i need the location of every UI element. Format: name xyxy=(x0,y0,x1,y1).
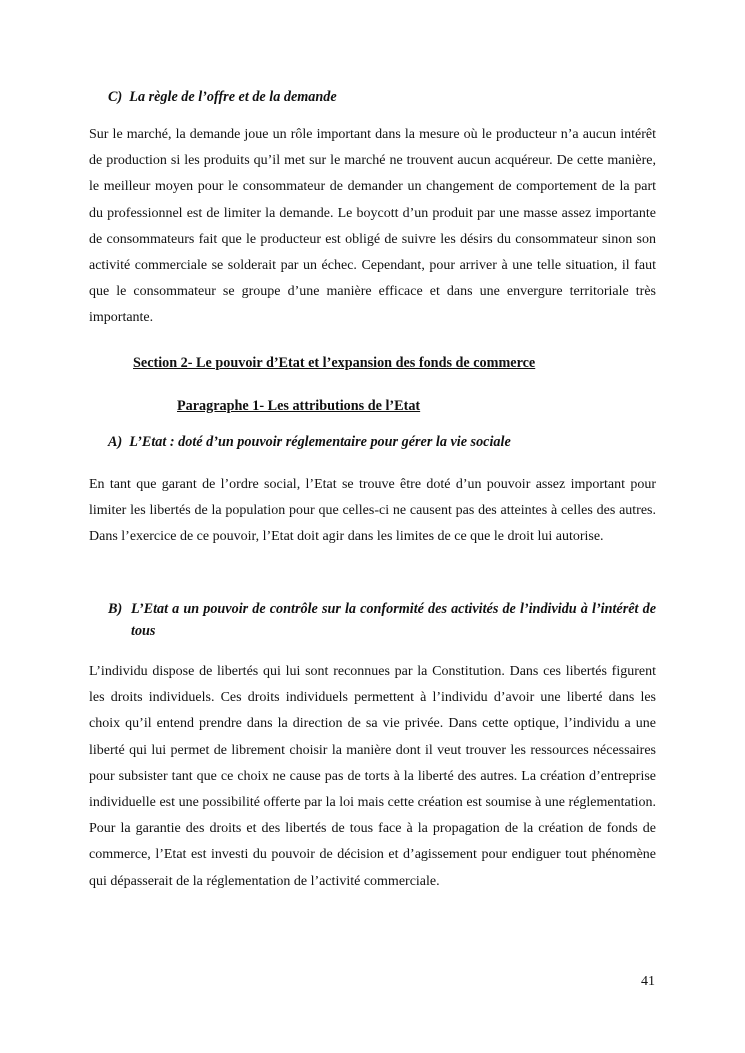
heading-b-label: B) xyxy=(108,601,123,617)
paragraphe-1-heading: Paragraphe 1- Les attributions de l’Etat xyxy=(177,398,421,414)
page-number: 41 xyxy=(641,974,655,989)
paragraph-individu-libertes: L’individu dispose de libertés qui lui sont reconnues par la Constitution. Dans ces libertés figurent les droits individuels. Ces droits individuels permettent à l’individu d’avoir une liberté dans les choix qu’il entend prendre dans la direction de sa vie privée. Dans cette optique, l’individu a une liberté qui lui permet de librement choisir la manière dont il veut trouver les ressources nécessaires pour subsister tant que ce choix ne cause pas de torts à la liberté des autres. La création d’entreprise individuelle est une possibilité offerte par la loi mais cette création est soumise à une réglementation. Pour la garantie des droits et des libertés de tous face à la propagation de la création de fonds de commerce, l’Etat est investi du pouvoir de décision et d’agissement pour endiguer tout phénomène qui dépasserait de la réglementation de l’activité commerciale. xyxy=(89,664,656,889)
heading-a xyxy=(108,434,511,451)
section-2-heading: Section 2- Le pouvoir d’Etat et l’expansion des fonds de commerce xyxy=(133,355,536,371)
paragraph-offre-demande: Sur le marché, la demande joue un rôle important dans la mesure où le producteur n’a aucun intérêt de production si les produits qu’il met sur le marché ne trouvent aucun acquéreur. De cette manière, le meilleur moyen pour le consommateur de demander un changement de comportement de la part du professionnel est de limiter la demande. Le boycott d’un produit par une masse assez importante de consommateurs fait que le producteur est obligé de suivre les désirs du consommateur sinon son activité commerciale se solderait par un échec. Cependant, pour arriver à une telle situation, il faut que le consommateur se groupe d’une manière efficace et dans une envergure territoriale très importante. xyxy=(89,127,656,326)
heading-b-text: L’Etat a un pouvoir de contrôle sur la conformité des activités de l’individu à l’intérêt de tous xyxy=(131,601,656,639)
heading-c-label: C) xyxy=(108,89,123,105)
heading-b xyxy=(108,598,656,642)
heading-c xyxy=(108,89,337,106)
paragraph-etat-garant: En tant que garant de l’ordre social, l’Etat se trouve être doté d’un pouvoir assez important pour limiter les libertés de la population pour que celles-ci ne causent pas des atteintes à celles des autres. Dans l’exercice de ce pouvoir, l’Etat doit agir dans les limites de ce que le droit lui autorise. xyxy=(89,477,656,545)
heading-a-text: L’Etat : doté d’un pouvoir réglementaire pour gérer la vie sociale xyxy=(129,434,511,450)
heading-c-text: La règle de l’offre et de la demande xyxy=(129,89,337,105)
heading-a-label: A) xyxy=(108,434,123,450)
